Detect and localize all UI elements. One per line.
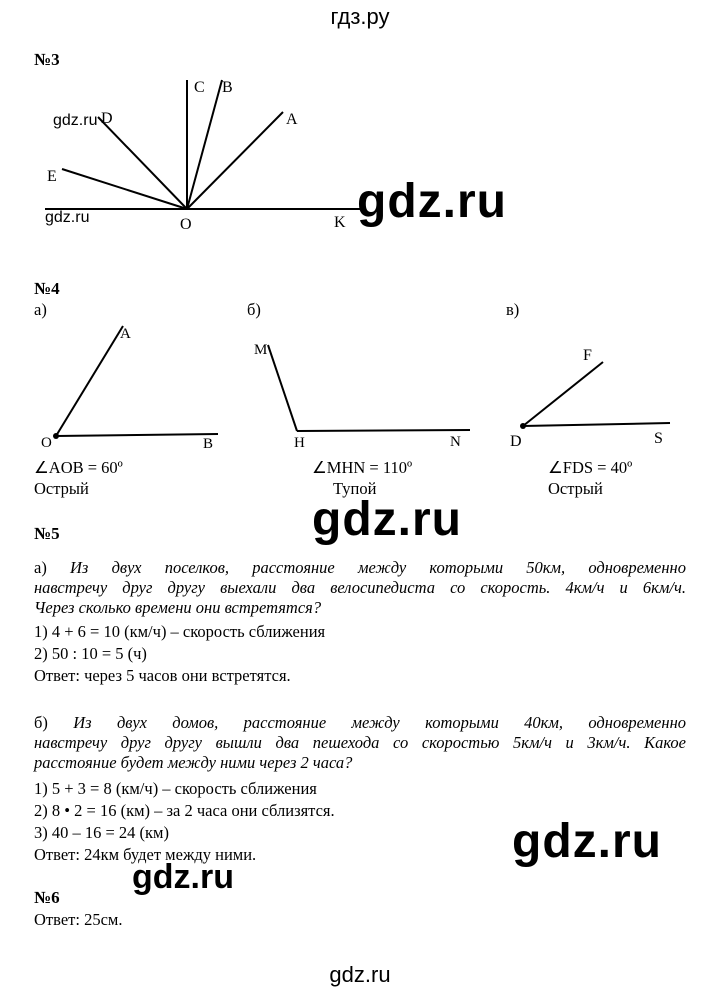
task-5b-step-3: 3) 40 – 16 = 24 (км): [34, 823, 169, 842]
footer-site: gdz.ru: [329, 962, 391, 987]
label-A: A: [286, 111, 298, 128]
ray-OB: [187, 80, 222, 209]
task-5a-step-1: 1) 4 + 6 = 10 (км/ч) – скорость сближения: [34, 622, 326, 641]
label-4a-B: B: [203, 436, 214, 452]
task-4-number: №4: [34, 279, 60, 298]
task-5a-question-line-2: навстречу друг другу выехали два велосипедиста со скорость. 4км/ч и 6км/ч.: [34, 578, 686, 597]
watermark-medium: gdz.ru: [132, 858, 234, 896]
task-4b-angle: ∠MHN = 110º: [312, 458, 413, 477]
task-5-number: №5: [34, 524, 60, 543]
label-D: D: [101, 110, 113, 127]
ray-OA: [187, 112, 283, 209]
task-4a-angle: ∠AOB = 60º: [34, 458, 123, 477]
task-5a-question-line-1: Из двух поселков, расстояние между которыми 50км, одновременно: [70, 558, 686, 577]
watermark-small-1: gdz.ru: [53, 112, 98, 129]
task-5a-question-line-3: Через сколько времени они встретятся?: [34, 598, 322, 617]
label-4b-M: M: [254, 342, 268, 358]
label-4c-D: D: [510, 433, 522, 450]
label-O: O: [180, 216, 192, 233]
task-3-number: №3: [34, 50, 60, 69]
task-5b-question-line-1: Из двух домов, расстояние между которыми 40км, одновременно: [73, 713, 687, 732]
task-5b-prefix: б): [34, 713, 74, 732]
label-4b-N: N: [450, 434, 461, 450]
task-5b-answer: Ответ: 24км будет между ними.: [34, 845, 257, 864]
task-5b-question-line-3: расстояние будет между ними через 2 часа?: [34, 753, 353, 772]
label-E: E: [47, 168, 57, 185]
task-4c-letter: в): [506, 300, 520, 319]
label-4c-S: S: [654, 430, 663, 447]
task-4c-angle: ∠FDS = 40º: [548, 458, 633, 477]
task-4a-kind: Острый: [34, 479, 89, 498]
watermark-large-2: gdz.ru: [312, 493, 462, 546]
task-4b-letter: б): [247, 300, 261, 319]
task-5a-prefix: а): [34, 558, 71, 577]
task-5a-question: [34, 558, 686, 618]
task-4b-kind: Тупой: [333, 479, 377, 498]
label-B: B: [222, 79, 233, 96]
task-5b-step-1: 1) 5 + 3 = 8 (км/ч) – скорость сближения: [34, 779, 317, 798]
task-5a-step-2: 2) 50 : 10 = 5 (ч): [34, 644, 147, 663]
label-4c-F: F: [583, 347, 592, 364]
watermark-small-2: gdz.ru: [45, 209, 90, 226]
label-K: K: [334, 214, 346, 231]
task-4c-kind: Острый: [548, 479, 603, 498]
watermark-large-3: gdz.ru: [512, 815, 662, 868]
task-6-answer: Ответ: 25см.: [34, 910, 123, 929]
task-5b-question: [34, 713, 686, 773]
label-4b-H: H: [294, 435, 305, 451]
task-5a-answer: Ответ: через 5 часов они встретятся.: [34, 666, 291, 685]
label-4a-O: O: [41, 435, 52, 451]
task-6-number: №6: [34, 888, 60, 907]
task-5b-step-2: 2) 8 • 2 = 16 (км) – за 2 часа они сблизятся.: [34, 801, 335, 820]
task-5b-question-line-2: навстречу друг другу вышли два пешехода со скоростью 5км/ч и 3км/ч. Какое: [34, 733, 686, 752]
site-title: гдз.ру: [330, 4, 390, 29]
label-4a-A: A: [120, 326, 131, 342]
watermark-large-1: gdz.ru: [357, 175, 507, 228]
label-C: C: [194, 79, 205, 96]
task-4a-letter: а): [34, 300, 47, 319]
